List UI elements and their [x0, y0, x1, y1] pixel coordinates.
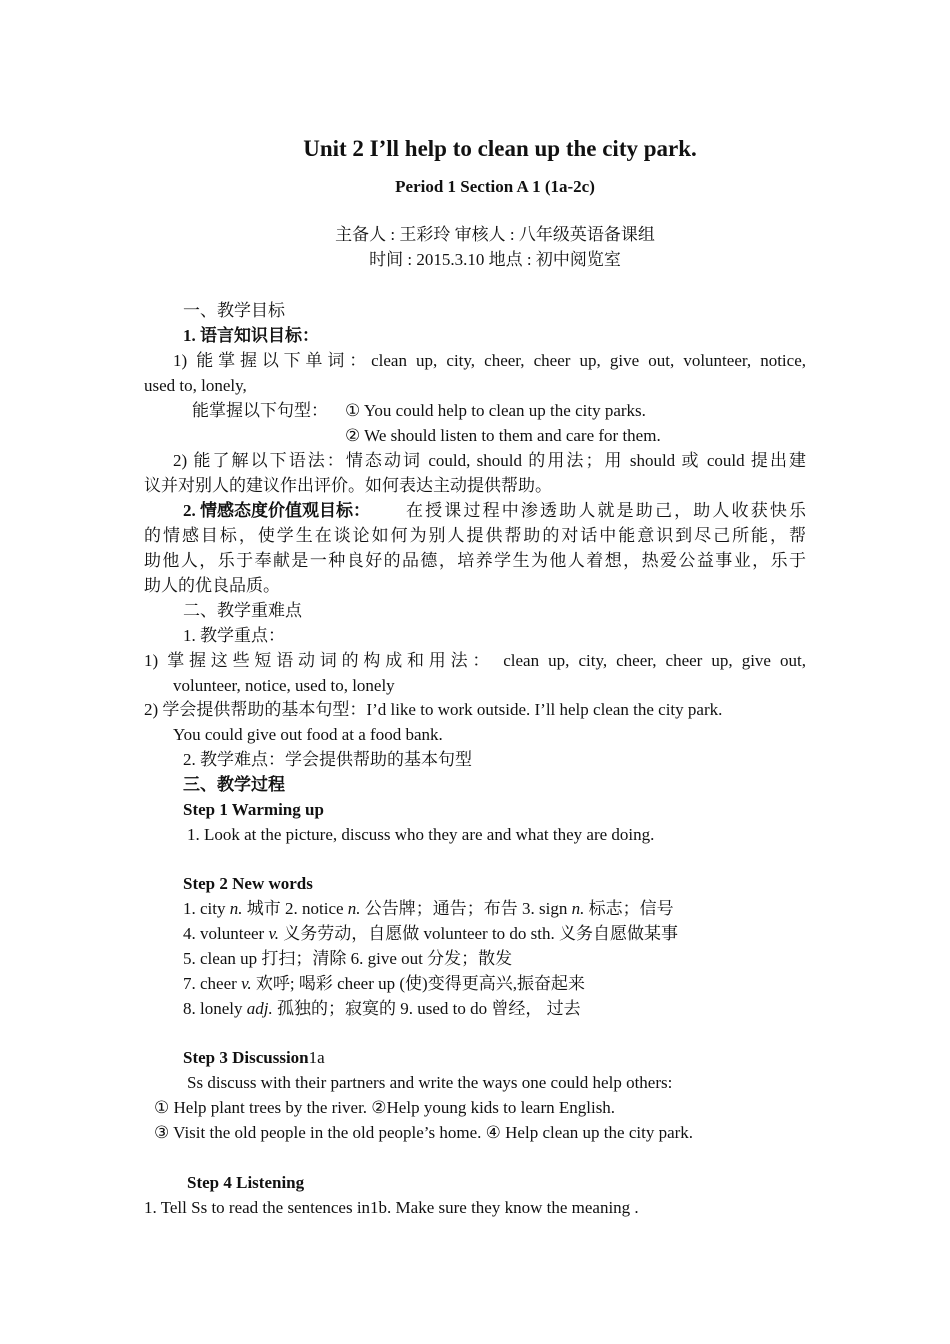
unit-title: Unit 2 I’ll help to clean up the city park. — [303, 136, 697, 161]
time-place-line: 时间 : 2015.3.10 地点 : 初中阅览室 — [369, 250, 621, 269]
focus-1-line-1: 1) 掌握这些短语动词的构成和用法： clean up, city, cheer, cheer up, give out, — [144, 651, 806, 670]
preparers-line: 主备人 : 王彩玲 审核人 : 八年级英语备课组 — [335, 225, 655, 244]
step-1-item: 1. Look at the picture, discuss who they are and what they are doing. — [187, 825, 655, 844]
key-points-heading: 二、教学重难点 — [183, 601, 302, 620]
focus-2-line-1: 2) 学会提供帮助的基本句型：I’d like to work outside. I’ll help clean the city park. — [144, 700, 723, 719]
grammar-line-2: 议并对别人的建议作出评价。如何表达主动提供帮助。 — [144, 476, 552, 495]
step-3-heading: Step 3 Discussion1a — [183, 1048, 325, 1067]
vocab-line-5: 8. lonely adj. 孤独的；寂寞的 9. used to do 曾经， 过去 — [183, 999, 581, 1018]
step-2-heading: Step 2 New words — [183, 874, 313, 893]
period-subtitle: Period 1 Section A 1 (1a-2c) — [395, 177, 595, 196]
objectives-heading: 一、教学目标 — [183, 301, 285, 320]
vocab-line-4: 7. cheer v. 欢呼; 喝彩 cheer up (使)变得更高兴,振奋起来 — [183, 974, 585, 993]
words-line-1: 1) 能掌握以下单词：clean up, city, cheer, cheer up, give out, volunteer, notice, — [173, 351, 806, 370]
vocab-line-1: 1. city n. 城市 2. notice n. 公告牌；通告；布告 3. sign n. 标志；信号 — [183, 899, 674, 918]
step-3-ways-line-1: ① Help plant trees by the river. ②Help young kids to learn English. — [154, 1098, 616, 1117]
words-line-2: used to, lonely, — [144, 376, 247, 395]
step-1-heading: Step 1 Warming up — [183, 800, 324, 819]
difficulty-line: 2. 教学难点：学会提供帮助的基本句型 — [183, 750, 472, 769]
sentence-label: 能掌握以下句型： — [192, 401, 328, 420]
emotion-line-4: 助人的优良品质。 — [144, 576, 280, 595]
focus-heading: 1. 教学重点： — [183, 626, 285, 645]
language-objectives-heading: 1. 语言知识目标： — [183, 326, 319, 345]
grammar-line-1: 2) 能了解以下语法：情态动词 could, should 的用法；用 should 或 could 提出建 — [173, 451, 807, 470]
sentence-2: ② We should listen to them and care for them. — [345, 426, 661, 445]
focus-2-line-2: You could give out food at a food bank. — [173, 725, 443, 744]
step-3-ways-line-2: ③ Visit the old people in the old people’s home. ④ Help clean up the city park. — [154, 1123, 694, 1142]
step-3-intro: Ss discuss with their partners and write the ways one could help others: — [187, 1073, 673, 1092]
step-4-item: 1. Tell Ss to read the sentences in1b. Make sure they know the meaning . — [144, 1198, 639, 1217]
emotion-line-2: 的情感目标，使学生在谈论如何为别人提供帮助的对话中能意识到尽己所能，帮 — [144, 526, 806, 545]
vocab-line-2: 4. volunteer v. 义务劳动，自愿做 volunteer to do sth. 义务自愿做某事 — [183, 924, 679, 943]
emotion-line-1: 在授课过程中渗透助人就是助己，助人收获快乐 — [406, 501, 806, 520]
emotion-line-3: 助他人，乐于奉献是一种良好的品德，培养学生为他人着想，热爱公益事业，乐于 — [144, 551, 806, 570]
focus-1-line-2: volunteer, notice, used to, lonely — [173, 676, 395, 695]
vocab-line-3: 5. clean up 打扫；清除 6. give out 分发；散发 — [183, 949, 513, 968]
step-4-heading: Step 4 Listening — [187, 1173, 305, 1192]
sentence-1: ① You could help to clean up the city parks. — [345, 401, 646, 420]
emotion-heading: 2. 情感态度价值观目标： — [183, 501, 370, 520]
process-heading: 三、教学过程 — [183, 775, 285, 794]
